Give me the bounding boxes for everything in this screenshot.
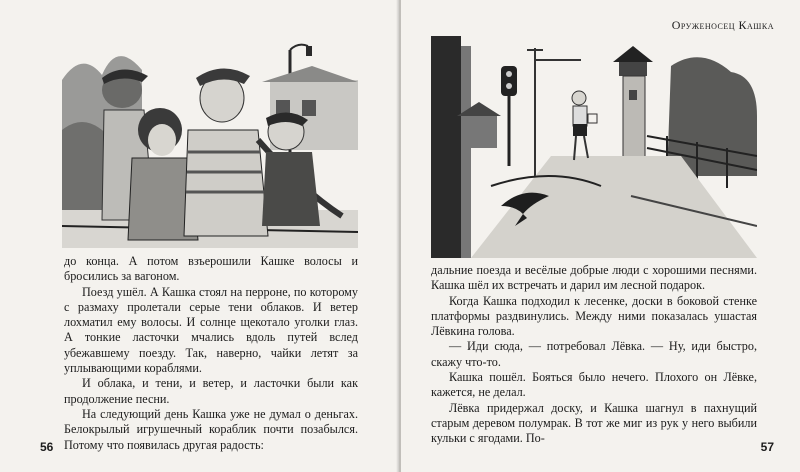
paragraph: до конца. А потом взъерошили Кашке волосы и бросились за вагоном.: [64, 254, 358, 284]
paragraph: И облака, и тени, и ветер, и ласточки были как продолжение песни.: [64, 376, 358, 406]
right-page-number: 57: [760, 440, 774, 454]
right-body-text: [431, 263, 757, 447]
paragraph: дальние поезда и весёлые добрые люди с хорошими песнями. Кашка шёл их встречать и дарил им лесной подарок.: [431, 263, 757, 293]
paragraph: Когда Кашка подходил к лесенке, доски в боковой стенке платформы раздвинулись. Между ними показалась ушастая Лёвкина голова.: [431, 293, 757, 339]
paragraph: Кашка пошёл. Бояться было нечего. Плохого он Лёвке, кажется, не делал.: [431, 370, 757, 400]
paragraph: — Иди сюда, — потребовал Лёвка. — Ну, иди быстро, скажу что-то.: [431, 339, 757, 369]
paragraph: Лёвка придержал доску, и Кашка шагнул в пахнущий старым деревом полумрак. В тот же миг из рук у него выбили кульки с ягодами. По-: [431, 400, 757, 446]
illustration-boy-at-station: [431, 36, 757, 258]
paragraph: Поезд ушёл. А Кашка стоял на перроне, по которому с размаху пролетали серые тени облаков. И ветер лохматил ему волосы. И солнце щекотало уголки глаз. А тонкие ласточки мчались вдоль путей вслед убежавшему поезду. Так, наверно, чайки летят за уплывающими кораблями.: [64, 284, 358, 376]
paragraph: На следующий день Кашка уже не думал о деньгах. Белокрылый игрушечный кораблик почти позабылся. Потому что появилась другая радость:: [64, 406, 358, 452]
left-page: [0, 0, 399, 472]
left-body-text: [64, 254, 358, 453]
illustration-boys-on-platform: [62, 20, 358, 248]
right-running-head: Оруженосец Кашка: [671, 18, 774, 32]
left-page-number: 56: [40, 440, 54, 454]
right-page: [401, 0, 800, 472]
